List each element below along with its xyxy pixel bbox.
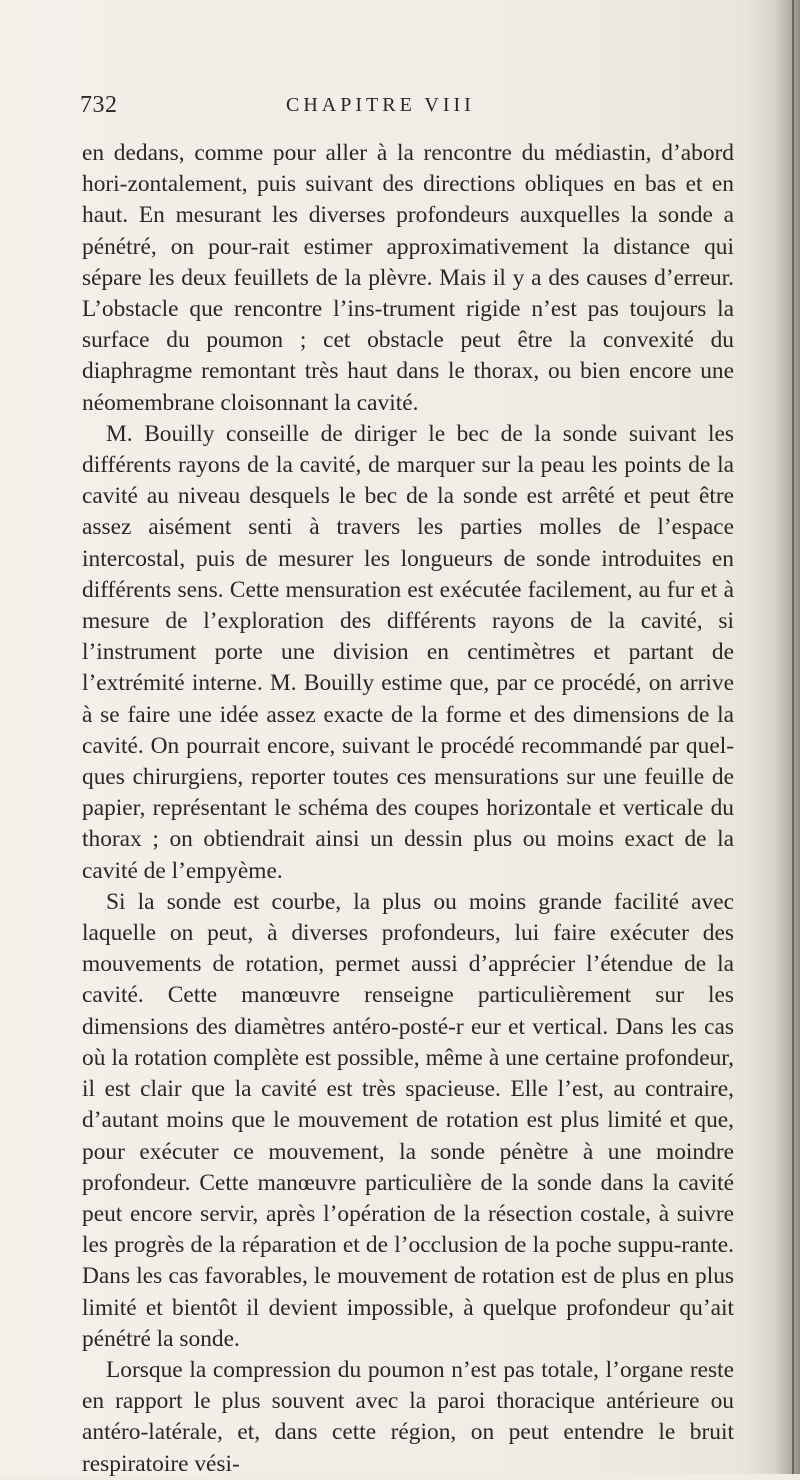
body-text bbox=[82, 138, 734, 1480]
page-edge-line bbox=[792, 0, 794, 1474]
paragraph-1: en dedans, comme pour aller à la rencontre du médiastin, d’abord hori-zontalement, puis suivant des directions obliques en bas et en haut. En mesurant les diverses profondeurs auxquelles la sonde a pénétré, on pour-rait estimer approximativement la distance qui sépare les deux feuillets de la plèvre. Mais il y a des causes d’erreur. L’obstacle que rencontre l’ins-trument rigide n’est pas toujours la surface du poumon ; cet obstacle peut être la convexité du diaphragme remontant très haut dans le thorax, ou bien encore une néomembrane cloisonnant la cavité. bbox=[82, 140, 734, 416]
page-header bbox=[80, 92, 720, 122]
page-number: 732 bbox=[80, 92, 118, 118]
paragraph-3: Si la sonde est courbe, la plus ou moins grande facilité avec laquelle on peut, à diverses profondeurs, lui faire exécuter des mouvements de rotation, permet aussi d’apprécier l’étendue de la cavité. Cette manœuvre renseigne particulièrement sur les dimensions des diamètres antéro-posté-r eur et vertical. Dans les cas où la rotation complète est possible, même à une certaine profondeur, il est clair que la cavité est très spacieuse. Elle l’est, au contraire, d’autant moins que le mouvement de rotation est plus limité et que, pour exécuter ce mouvement, la sonde pénètre à une moindre profondeur. Cette manœuvre particulière de la sonde dans la cavité peut encore servir, après l’opération de la résection costale, à suivre les progrès de la réparation et de l’occlusion de la poche suppu-rante. Dans les cas favorables, le mouvement de rotation est de plus en plus limité et bientôt il devient impossible, à quelque profondeur qu’ait pénétré la sonde. bbox=[82, 888, 734, 1352]
page-edge-shadow bbox=[774, 0, 800, 1474]
paragraph-2: M. Bouilly conseille de diriger le bec de la sonde suivant les différents rayons de la cavité, de marquer sur la peau les points de la cavité au niveau desquels le bec de la sonde est arrêté et peut être assez aisément senti à travers les parties molles de l’espace intercostal, puis de mesurer les longueurs de sonde introduites en différents sens. Cette mensuration est exécutée facilement, au fur et à mesure de l’exploration des différents rayons de la cavité, si l’instrument porte une division en centimètres et partant de l’extrémité interne. M. Bouilly estime que, par ce procédé, on arrive à se faire une idée assez exacte de la forme et des dimensions de la cavité. On pourrait encore, suivant le procédé recommandé par quel-ques chirurgiens, reporter toutes ces mensurations sur une feuille de papier, représentant le schéma des coupes horizontale et verticale du thorax ; on obtiendrait ainsi un dessin plus ou moins exact de la cavité de l’empyème. bbox=[82, 420, 734, 884]
paragraph-4: Lorsque la compression du poumon n’est pas totale, l’organe reste en rapport le plus souvent avec la paroi thoracique antérieure ou antéro-latérale, et, dans cette région, on peut entendre le bruit respiratoire vési- bbox=[82, 1356, 734, 1477]
running-head: CHAPITRE VIII bbox=[286, 94, 475, 116]
